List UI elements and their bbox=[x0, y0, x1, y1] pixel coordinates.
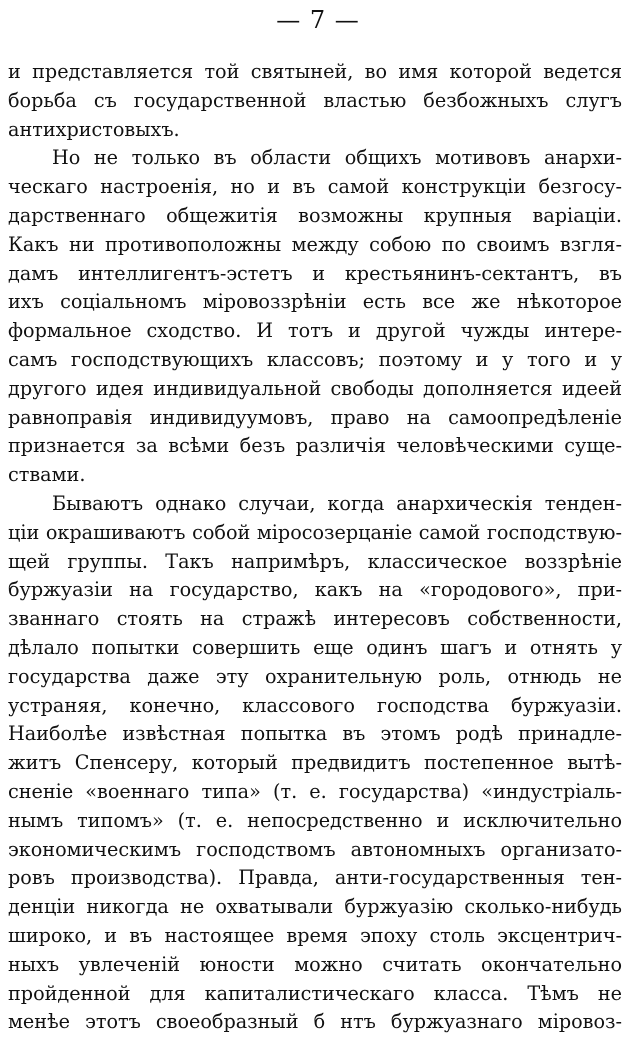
text-line: ихъ соціальномъ міровоззрѣніи есть все же нѣкоторое bbox=[8, 290, 622, 314]
text-line: Какъ ни противоположны между собою по своимъ взгля- bbox=[8, 232, 622, 256]
text-line: щей группы. Такъ напримѣръ, классическое воззрѣніе bbox=[8, 549, 622, 573]
text-line: формальное сходство. И тотъ и другой чужды интере- bbox=[8, 319, 622, 343]
text-line: борьба съ государственной властью безбожныхъ слугъ bbox=[8, 88, 622, 112]
text-line: дарственнаго общежитія возможны крупныя варіаціи. bbox=[8, 203, 622, 227]
text-line: Наиболѣе извѣстная попытка въ этомъ родѣ принадле- bbox=[8, 722, 622, 746]
text-line: другого идея индивидуальной свободы дополняется идеей bbox=[8, 376, 622, 400]
text-line: менѣе этотъ своеобразный б нтъ буржуазнаго міровоз- bbox=[8, 1010, 622, 1034]
text-line: сненіе «военнаго типа» (т. е. государства) «индустріаль- bbox=[8, 779, 622, 803]
text-line: экономическимъ господствомъ автономныхъ организато- bbox=[8, 837, 622, 861]
text-line: ческаго настроенія, но и въ самой конструкціи безгосу- bbox=[8, 175, 622, 199]
text-line: званнаго стоять на стражѣ интересовъ собственности, bbox=[8, 607, 622, 631]
text-line: буржуазіи на государство, какъ на «городового», при- bbox=[8, 578, 622, 602]
text-line: житъ Спенсеру, который предвидитъ постепенное вытѣ- bbox=[8, 751, 622, 775]
text-line: признается за всѣми безъ различія человѣческими суще- bbox=[8, 434, 622, 458]
text-line: Но не только въ области общихъ мотивовъ анархи- bbox=[52, 146, 622, 170]
text-line: ныхъ увлеченій юности можно считать окончательно bbox=[8, 952, 622, 976]
text-line: широко, и въ настоящее время эпоху столь эксцентрич- bbox=[8, 923, 622, 947]
text-line: ствами. bbox=[8, 463, 86, 487]
paragraph bbox=[8, 490, 622, 1037]
page-number: — 7 — bbox=[276, 6, 360, 34]
text-line: государства даже эту охранительную роль, отнюдь не bbox=[8, 664, 622, 688]
text-line: пройденной для капиталистическаго класса. Тѣмъ не bbox=[8, 981, 622, 1005]
text-line: Бываютъ однако случаи, когда анархическія тенден- bbox=[52, 491, 622, 515]
text-line: ровъ производства). Правда, анти-государственныя тен- bbox=[8, 866, 622, 890]
paragraph bbox=[8, 144, 622, 490]
text-line: нымъ типомъ» (т. е. непосредственно и исключительно bbox=[8, 808, 622, 832]
text-line: антихристовыхъ. bbox=[8, 117, 180, 141]
text-line: ціи окрашиваютъ собой міросозерцаніе самой господствую- bbox=[8, 520, 622, 544]
text-line: дѣлало попытки совершить еще одинъ шагъ и отнять у bbox=[8, 635, 622, 659]
paragraph bbox=[8, 58, 622, 144]
body-text bbox=[8, 58, 622, 1037]
text-line: и представляется той святыней, во имя которой ведется bbox=[8, 60, 622, 83]
text-line: дамъ интеллигентъ-эстетъ и крестьянинъ-сектантъ, въ bbox=[8, 261, 622, 285]
text-line: устраняя, конечно, классового господства буржуазіи. bbox=[8, 693, 622, 717]
text-line: денціи никогда не охватывали буржуазію сколько-нибудь bbox=[8, 895, 622, 919]
text-line: самъ господствующихъ классовъ; поэтому и у того и у bbox=[8, 347, 622, 371]
text-line: равноправія индивидуумовъ, право на самоопредѣленіе bbox=[8, 405, 622, 429]
